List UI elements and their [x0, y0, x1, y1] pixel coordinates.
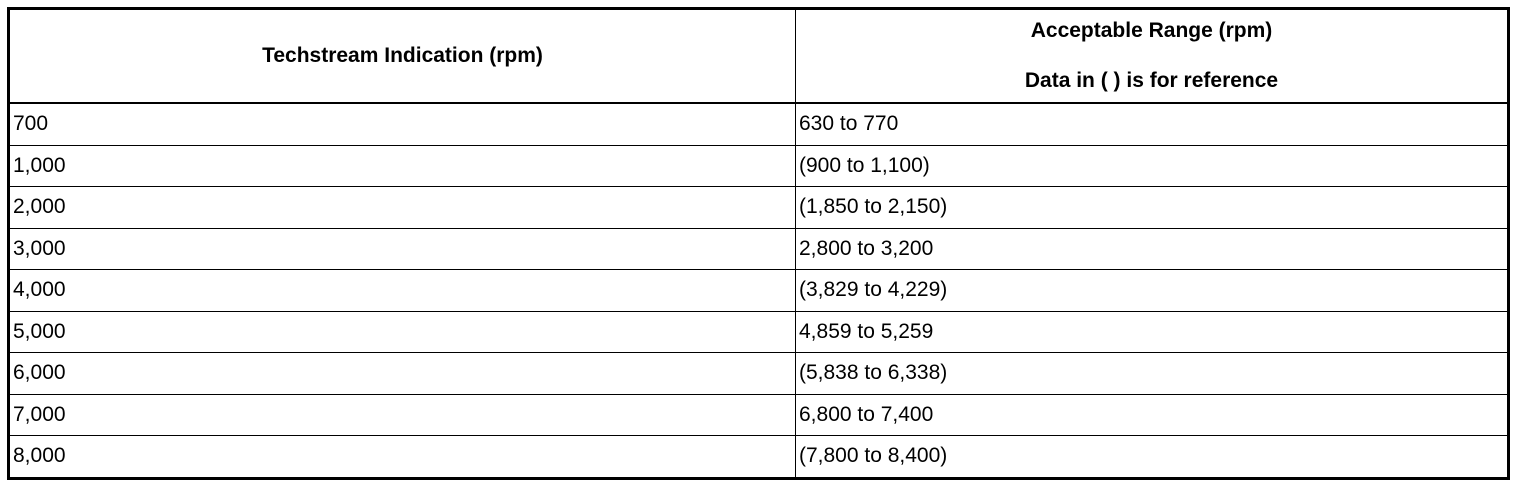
range-cell: (1,850 to 2,150) — [796, 187, 1509, 229]
table-row — [9, 270, 1509, 312]
indication-cell: 700 — [9, 103, 796, 145]
range-cell: 6,800 to 7,400 — [796, 394, 1509, 436]
indication-cell: 5,000 — [9, 311, 796, 353]
table-header — [9, 9, 1509, 104]
indication-cell: 7,000 — [9, 394, 796, 436]
table-row — [9, 353, 1509, 395]
table-body — [9, 103, 1509, 478]
range-cell: 2,800 to 3,200 — [796, 228, 1509, 270]
header-range-note: Data in ( ) is for reference — [1024, 69, 1279, 92]
indication-cell: 1,000 — [9, 145, 796, 187]
header-row — [9, 9, 1509, 104]
table-row — [9, 103, 1509, 145]
range-cell: 630 to 770 — [796, 103, 1509, 145]
table-row — [9, 145, 1509, 187]
range-cell: 4,859 to 5,259 — [796, 311, 1509, 353]
table-row — [9, 394, 1509, 436]
header-indication-label: Techstream Indication (rpm) — [262, 44, 543, 67]
table-row — [9, 436, 1509, 479]
table-row — [9, 228, 1509, 270]
header-acceptable-range — [796, 9, 1509, 104]
indication-cell: 8,000 — [9, 436, 796, 479]
rpm-spec-table — [7, 7, 1510, 480]
indication-cell: 6,000 — [9, 353, 796, 395]
indication-cell: 4,000 — [9, 270, 796, 312]
header-techstream-indication — [9, 9, 796, 104]
indication-cell: 2,000 — [9, 187, 796, 229]
table-row — [9, 187, 1509, 229]
range-cell: (3,829 to 4,229) — [796, 270, 1509, 312]
indication-cell: 3,000 — [9, 228, 796, 270]
table-row — [9, 311, 1509, 353]
header-range-label: Acceptable Range (rpm) — [1030, 19, 1273, 42]
range-cell: (900 to 1,100) — [796, 145, 1509, 187]
range-cell: (7,800 to 8,400) — [796, 436, 1509, 479]
range-cell: (5,838 to 6,338) — [796, 353, 1509, 395]
